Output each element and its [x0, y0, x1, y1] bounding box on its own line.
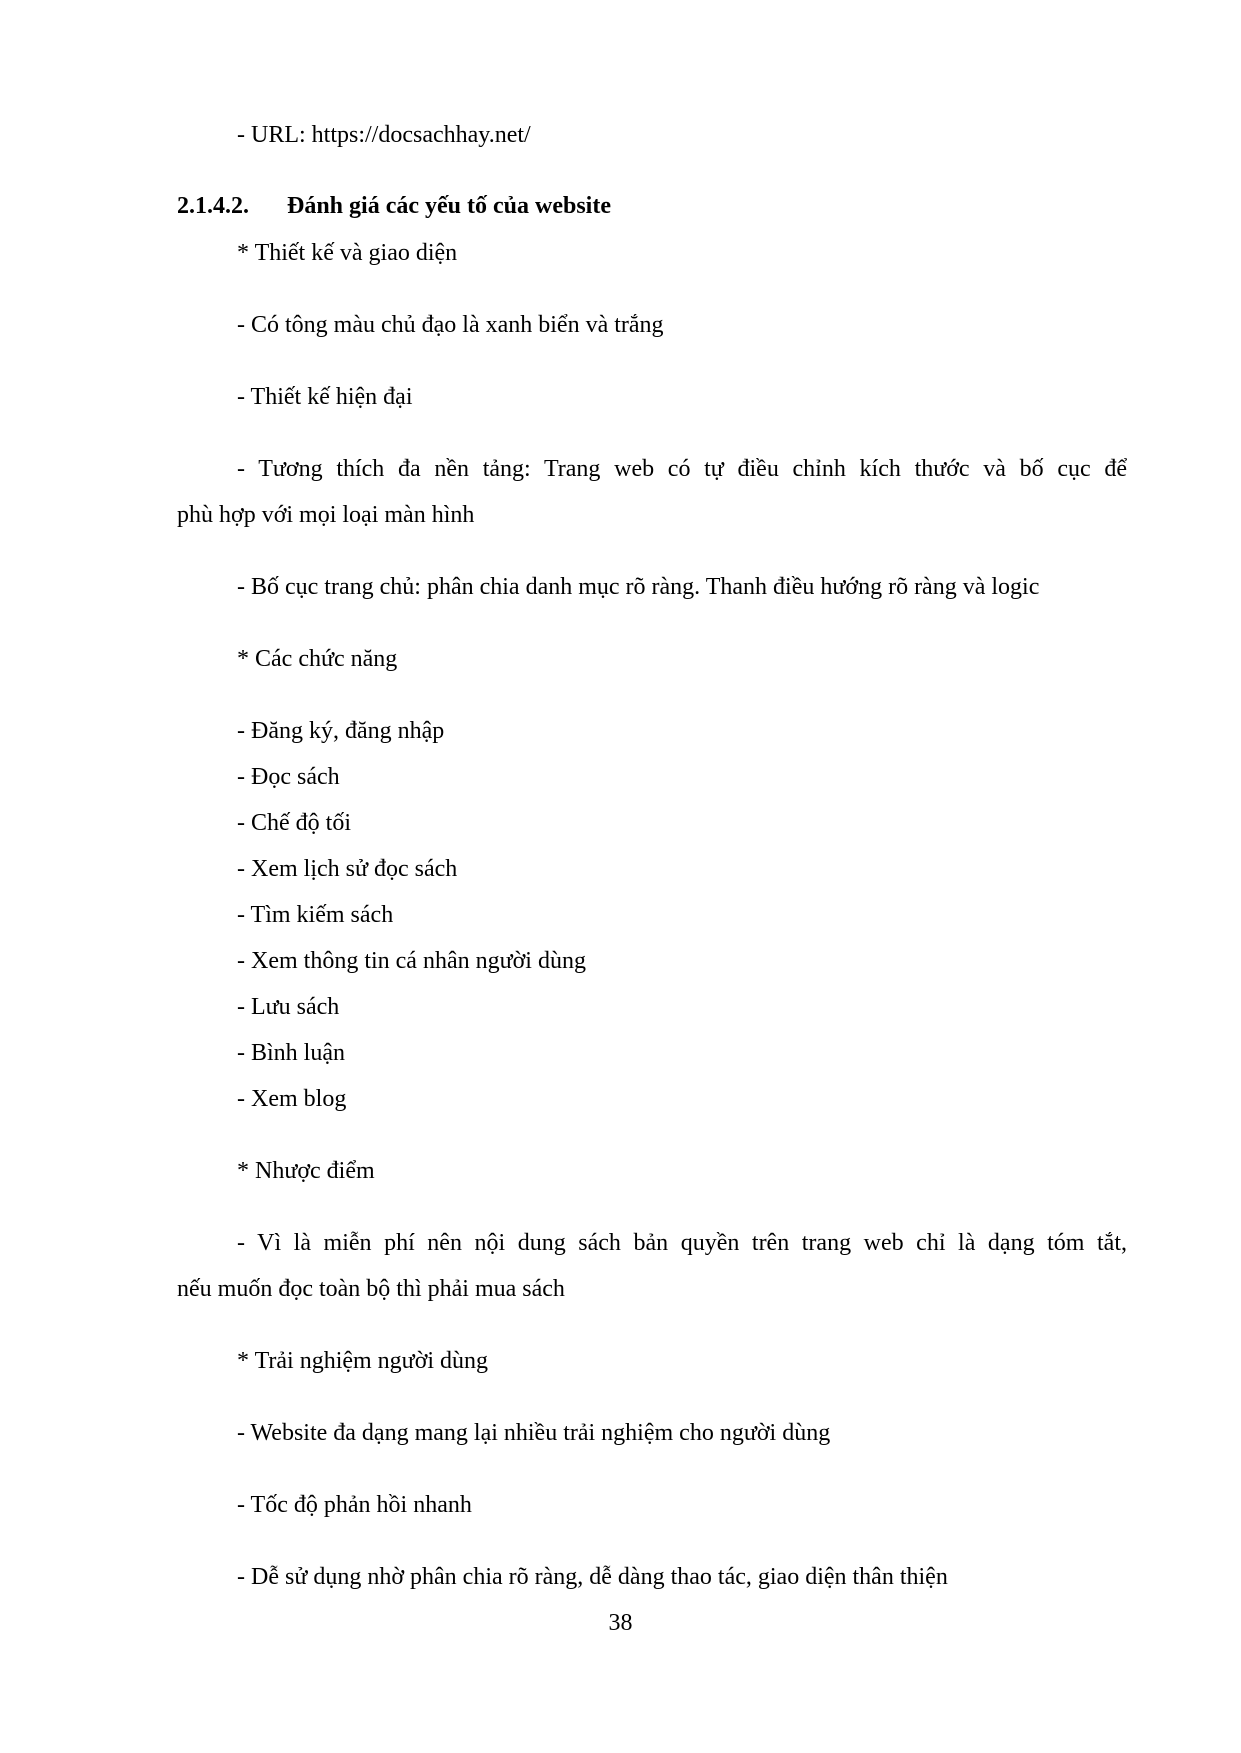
design-item-responsive: - Tương thích đa nền tảng: Trang web có tự điều chỉnh kích thước và bố cục để	[237, 456, 1127, 482]
function-item: - Tìm kiếm sách	[237, 902, 394, 928]
section-number: 2.1.4.2.	[177, 193, 249, 219]
function-item: - Xem lịch sử đọc sách	[237, 856, 458, 882]
page-number: 38	[608, 1610, 633, 1636]
function-item: - Lưu sách	[237, 994, 340, 1020]
experience-title: * Trải nghiệm người dùng	[237, 1348, 489, 1374]
functions-title: * Các chức năng	[237, 646, 398, 672]
function-item: - Chế độ tối	[237, 810, 351, 836]
function-item: - Xem blog	[237, 1086, 347, 1112]
design-title: * Thiết kế và giao diện	[237, 240, 458, 266]
section-title: Đánh giá các yếu tố của website	[287, 193, 611, 219]
design-item-color: - Có tông màu chủ đạo là xanh biển và trắng	[237, 312, 664, 338]
experience-item: - Website đa dạng mang lại nhiều trải nghiệm cho người dùng	[237, 1420, 831, 1446]
section-heading	[177, 191, 611, 221]
experience-item: - Tốc độ phản hồi nhanh	[237, 1492, 472, 1518]
design-item-responsive-cont: phù hợp với mọi loại màn hình	[177, 502, 475, 528]
drawback-item-cont: nếu muốn đọc toàn bộ thì phải mua sách	[177, 1276, 565, 1302]
experience-item: - Dễ sử dụng nhờ phân chia rõ ràng, dễ dàng thao tác, giao diện thân thiện	[237, 1564, 948, 1590]
design-item-modern: - Thiết kế hiện đại	[237, 384, 413, 410]
function-item: - Đọc sách	[237, 764, 340, 790]
function-item: - Bình luận	[237, 1040, 345, 1066]
function-item: - Xem thông tin cá nhân người dùng	[237, 948, 586, 974]
url-line: - URL: https://docsachhay.net/	[237, 122, 531, 148]
function-item: - Đăng ký, đăng nhập	[237, 718, 445, 744]
design-item-layout: - Bố cục trang chủ: phân chia danh mục rõ ràng. Thanh điều hướng rõ ràng và logic	[237, 574, 1040, 600]
drawbacks-title: * Nhược điểm	[237, 1158, 375, 1184]
drawback-item: - Vì là miễn phí nên nội dung sách bản quyền trên trang web chỉ là dạng tóm tắt,	[237, 1230, 1127, 1256]
